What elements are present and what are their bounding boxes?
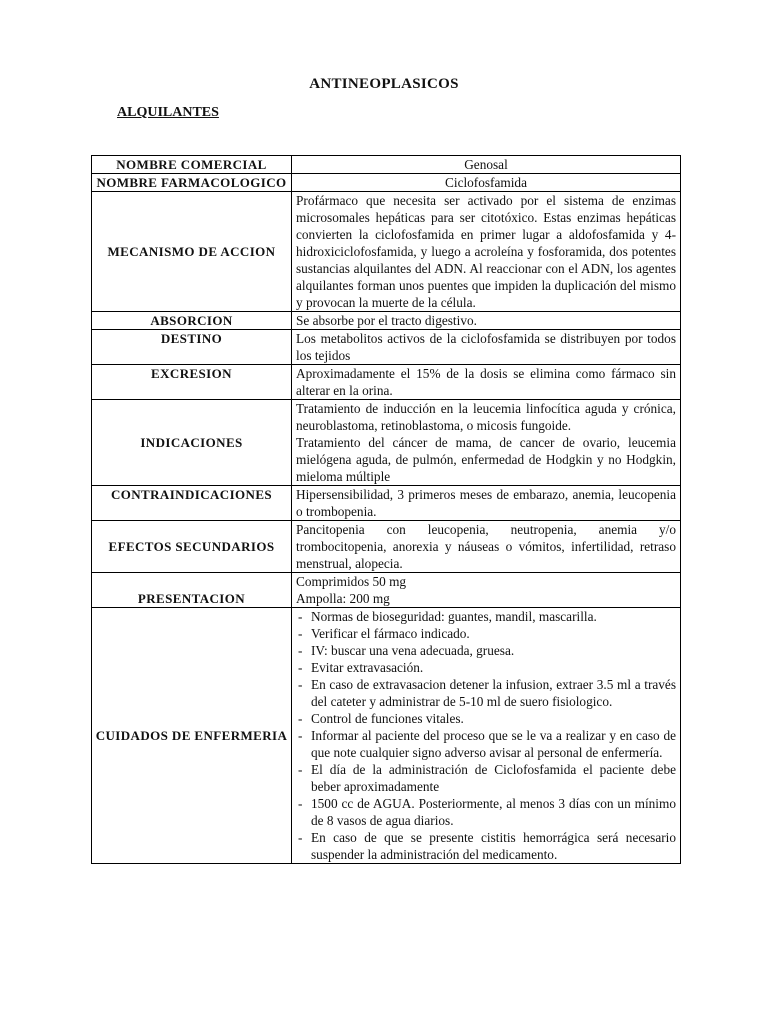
- list-item: - En caso de extravasacion detener la infusion, extraer 3.5 ml a través del cateter y administrar de 5-10 ml de suero fisiologico.: [296, 676, 676, 710]
- value-destino: Los metabolitos activos de la ciclofosfamida se distribuyen por todos los tejidos: [292, 330, 681, 365]
- table-row: [92, 192, 681, 312]
- label-nombre-comercial: NOMBRE COMERCIAL: [92, 156, 292, 174]
- label-excrecion: EXCRESION: [92, 365, 292, 400]
- label-nombre-farmacologico: NOMBRE FARMACOLOGICO: [92, 174, 292, 192]
- label-efectos: EFECTOS SECUNDARIOS: [92, 521, 292, 573]
- value-efectos: Pancitopenia con leucopenia, neutropenia, anemia y/o trombocitopenia, anorexia y náuseas o vómitos, infertilidad, retraso menstrual, alopecia.: [292, 521, 681, 573]
- label-contraindicaciones: CONTRAINDICACIONES: [92, 486, 292, 521]
- label-mecanismo: MECANISMO DE ACCION: [92, 192, 292, 312]
- table-row: [92, 365, 681, 400]
- label-presentacion: PRESENTACION: [92, 573, 292, 608]
- section-subtitle: ALQUILANTES: [117, 105, 219, 120]
- table-row: [92, 156, 681, 174]
- value-presentacion: [292, 573, 681, 608]
- table-row: [92, 330, 681, 365]
- value-cuidados: [292, 608, 681, 864]
- value-contraindicaciones: Hipersensibilidad, 3 primeros meses de embarazo, anemia, leucopenia o trombopenia.: [292, 486, 681, 521]
- table-row: [92, 174, 681, 192]
- label-destino: DESTINO: [92, 330, 292, 365]
- table-row: [92, 486, 681, 521]
- drug-info-table: [91, 155, 681, 864]
- list-item: - Informar al paciente del proceso que se le va a realizar y en caso de que note cualquier signo adverso avisar al personal de enfermería.: [296, 727, 676, 761]
- label-indicaciones: INDICACIONES: [92, 400, 292, 486]
- value-nombre-comercial: Genosal: [292, 156, 681, 174]
- list-item: - Control de funciones vitales.: [296, 710, 676, 727]
- value-nombre-farmacologico: Ciclofosfamida: [292, 174, 681, 192]
- presentacion-line-2: Ampolla: 200 mg: [296, 591, 390, 606]
- value-mecanismo: Profármaco que necesita ser activado por el sistema de enzimas microsomales hepáticas para ser citotóxico. Estas enzimas hepáticas convierten la ciclofosfamida en primer lugar a aldofosfamida y 4-hidroxiciclofosfamida, y luego a acroleína y fosforamida, dos potentes sustancias alquilantes del ADN. Al reaccionar con el ADN, los agentes alquilantes forman unos puentes que impiden la duplicación del mismo y provocan la muerte de la célula.: [292, 192, 681, 312]
- value-excrecion: Aproximadamente el 15% de la dosis se elimina como fármaco sin alterar en la orina.: [292, 365, 681, 400]
- list-item: - El día de la administración de Ciclofosfamida el paciente debe beber aproximadamente: [296, 761, 676, 795]
- list-item: - En caso de que se presente cistitis hemorrágica será necesario suspender la administración del medicamento.: [296, 829, 676, 863]
- table-row: [92, 400, 681, 486]
- indicaciones-paragraph-2: Tratamiento del cáncer de mama, de cancer de ovario, leucemia mielógena aguda, de pulmón, enfermedad de Hodgkin y no Hodgkin, mieloma múltiple: [296, 435, 676, 484]
- presentacion-line-1: Comprimidos 50 mg: [296, 574, 407, 589]
- list-item: - 1500 cc de AGUA. Posteriormente, al menos 3 días con un mínimo de 8 vasos de agua diarios.: [296, 795, 676, 829]
- cuidados-list: [296, 608, 676, 863]
- table-row: [92, 312, 681, 330]
- label-absorcion: ABSORCION: [92, 312, 292, 330]
- list-item: - Verificar el fármaco indicado.: [296, 625, 676, 642]
- table-row: [92, 521, 681, 573]
- value-indicaciones: [292, 400, 681, 486]
- table-row: [92, 573, 681, 608]
- document-title: ANTINEOPLASICOS: [309, 76, 459, 92]
- list-item: - Normas de bioseguridad: guantes, mandil, mascarilla.: [296, 608, 676, 625]
- indicaciones-paragraph-1: Tratamiento de inducción en la leucemia linfocítica aguda y crónica, neuroblastoma, retinoblastoma, o micosis fungoide.: [296, 401, 676, 433]
- label-cuidados: CUIDADOS DE ENFERMERIA: [92, 608, 292, 864]
- list-item: - Evitar extravasación.: [296, 659, 676, 676]
- value-absorcion: Se absorbe por el tracto digestivo.: [292, 312, 681, 330]
- list-item: - IV: buscar una vena adecuada, gruesa.: [296, 642, 676, 659]
- table-row: [92, 608, 681, 864]
